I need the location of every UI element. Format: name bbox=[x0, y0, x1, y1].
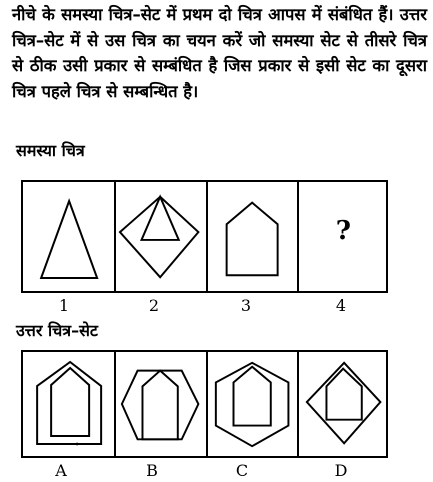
answer-figures-strip bbox=[21, 350, 388, 458]
problem-figure-3 bbox=[206, 182, 297, 291]
answer-option-d[interactable] bbox=[297, 352, 388, 456]
pentagon-figure bbox=[208, 182, 297, 291]
option-d-figure bbox=[299, 352, 388, 456]
option-b-figure bbox=[116, 352, 205, 456]
figure-label-2: 2 bbox=[148, 296, 160, 315]
question-mark: ? bbox=[335, 216, 351, 246]
option-label-c: C bbox=[235, 461, 249, 480]
answer-option-c[interactable] bbox=[206, 352, 297, 456]
option-a-figure bbox=[23, 352, 114, 456]
problem-figure-4 bbox=[297, 182, 388, 291]
answer-option-b[interactable] bbox=[114, 352, 205, 456]
problem-figure-2 bbox=[114, 182, 205, 291]
option-c-figure bbox=[208, 352, 297, 456]
triangle-in-diamond-figure bbox=[116, 182, 205, 291]
answer-set-heading: उत्तर चित्र–सेट bbox=[16, 321, 98, 340]
problem-figure-1 bbox=[23, 182, 114, 291]
figure-label-1: 1 bbox=[58, 296, 70, 315]
answer-option-a[interactable] bbox=[23, 352, 114, 456]
problem-set-heading: समस्या चित्र bbox=[16, 141, 85, 160]
option-label-b: B bbox=[146, 461, 158, 480]
figure-label-3: 3 bbox=[240, 296, 252, 315]
option-label-d: D bbox=[334, 461, 348, 480]
question-text: नीचे के समस्या चित्र–सेट में प्रथम दो चित्र आपस में संबंधित हैं। उत्तर चित्र–सेट में से उस चित्र का चयन करें जो समस्या सेट से तीसरे चित्र से ठीक उसी प्रकार से सम्बंधित है जिस प्रकार से इसी सेट का दूसरा चित्र पहले चित्र से सम्बन्धित है। bbox=[12, 5, 427, 101]
triangle-figure bbox=[23, 182, 114, 291]
figure-label-4: 4 bbox=[335, 296, 347, 315]
option-label-a: A bbox=[55, 461, 67, 480]
problem-figures-strip bbox=[21, 180, 388, 293]
